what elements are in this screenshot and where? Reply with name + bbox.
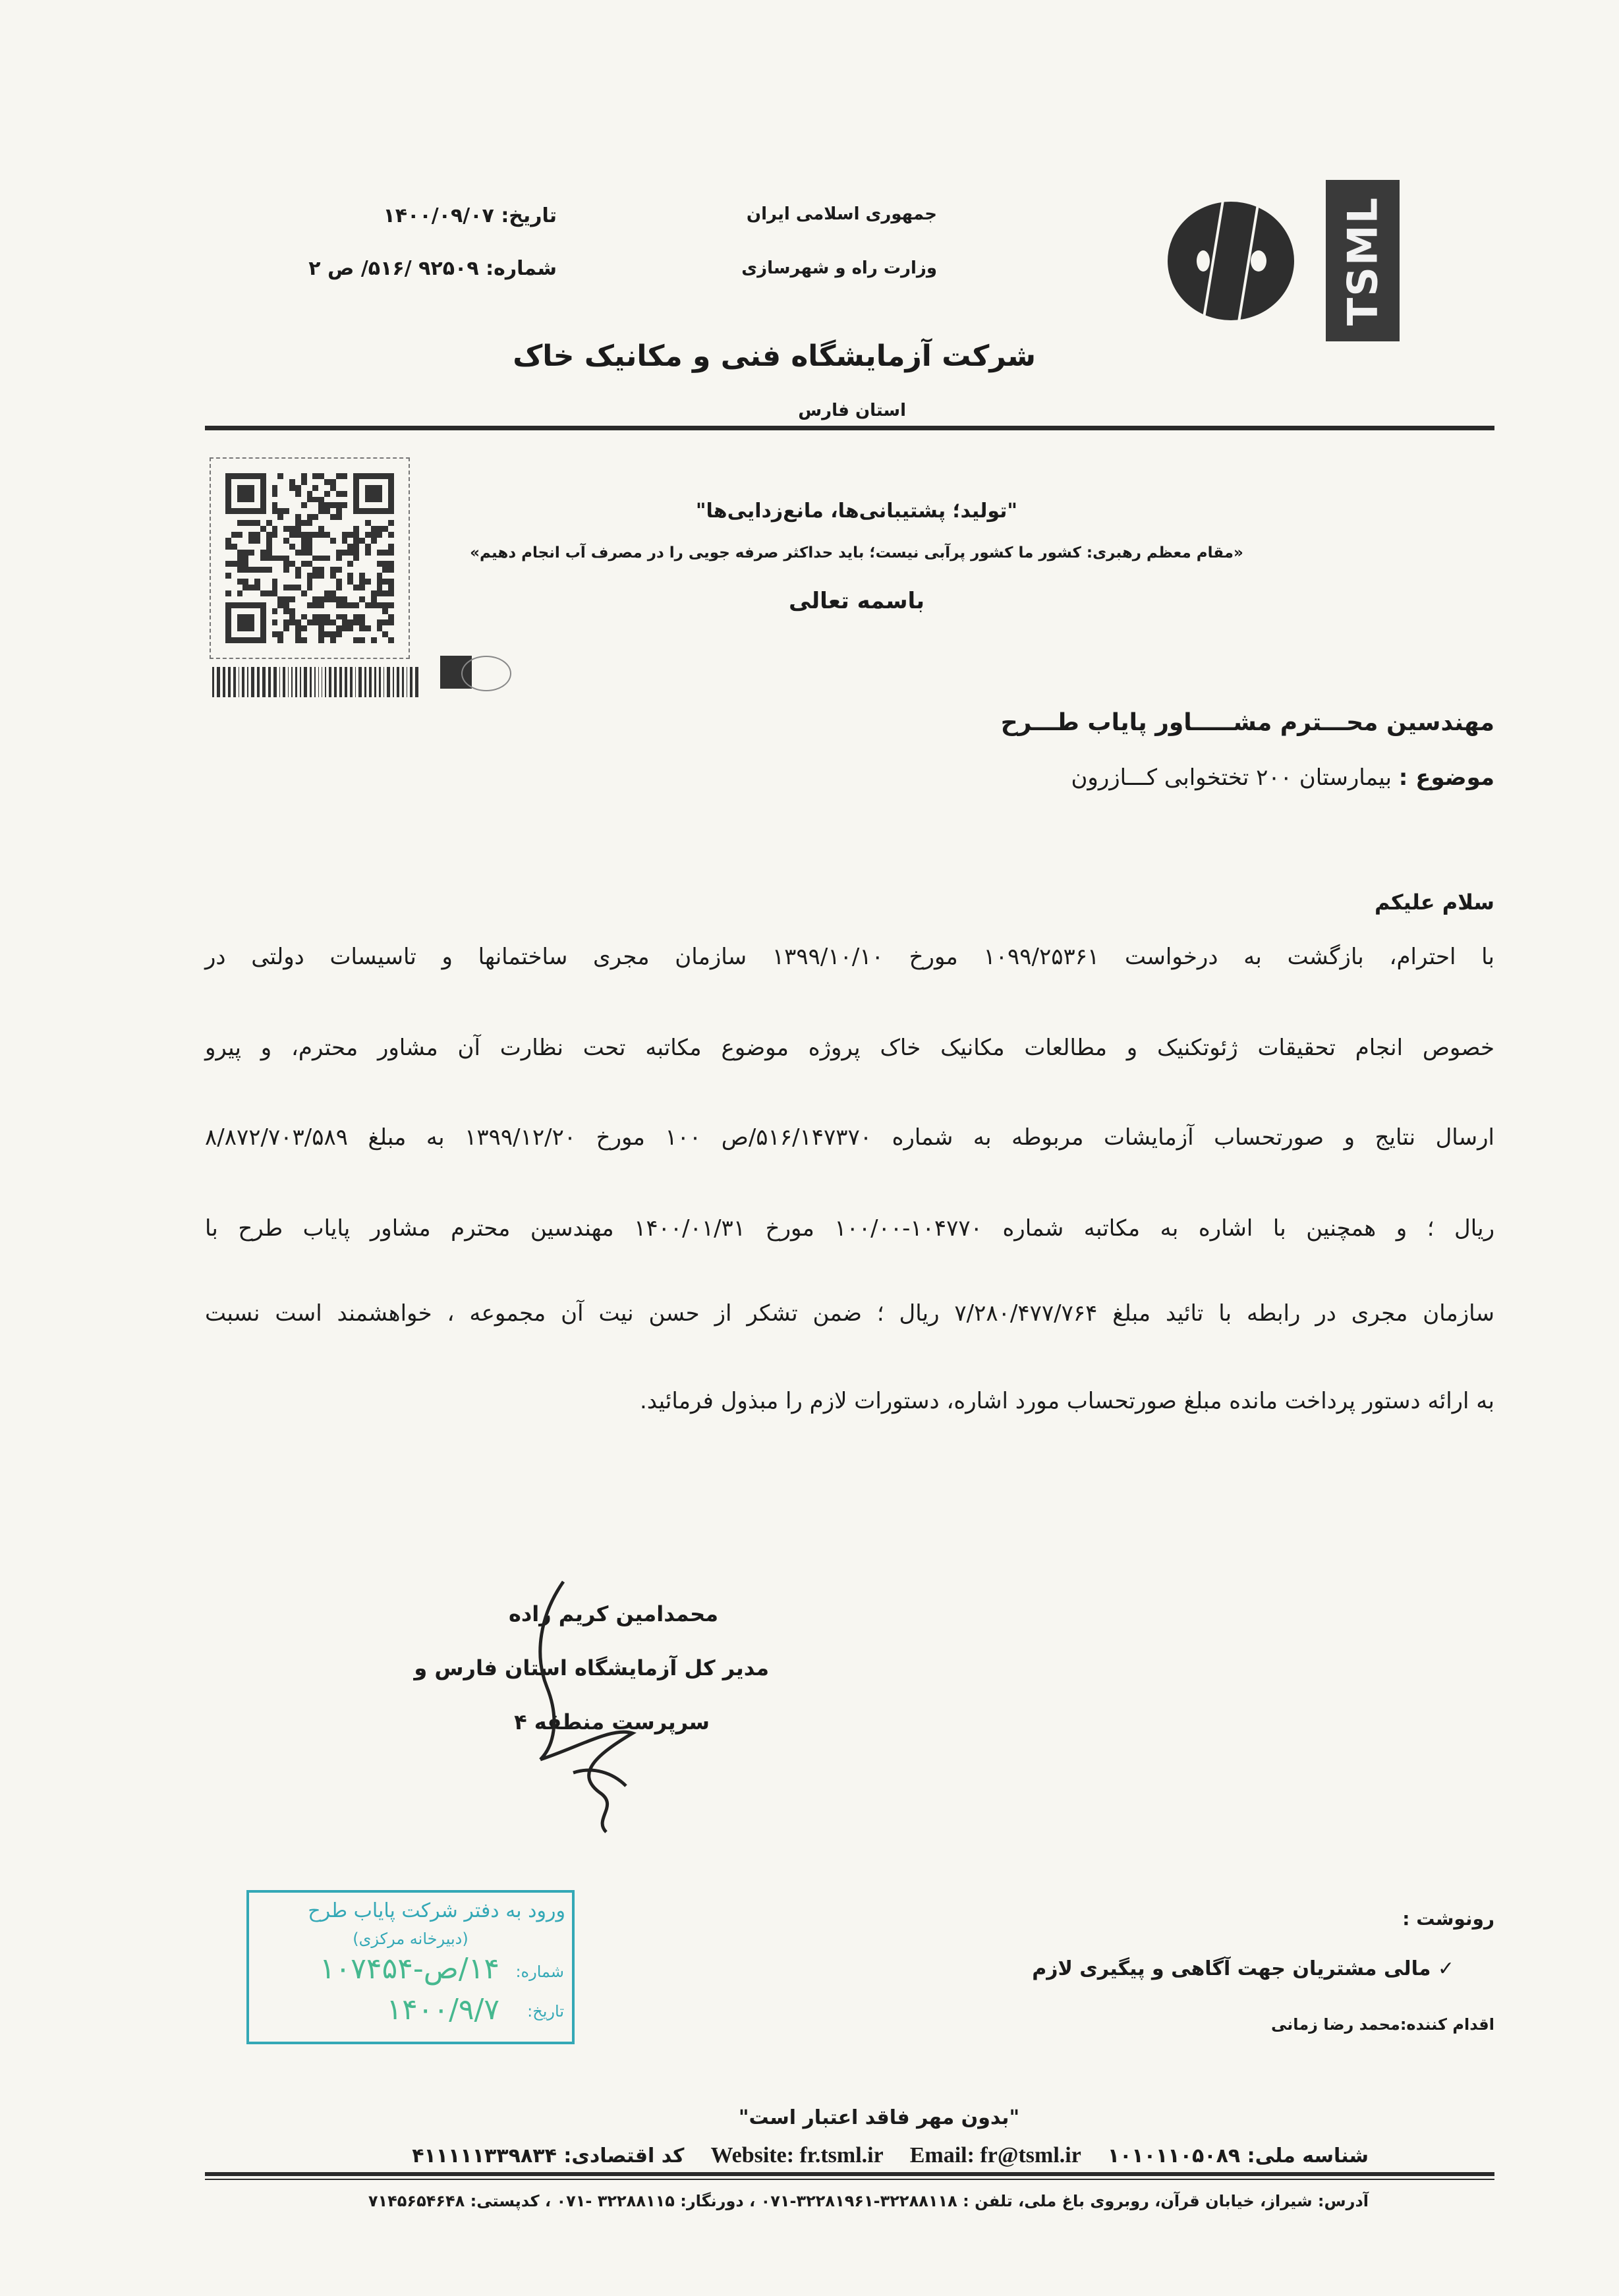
number-label: شماره: (486, 257, 557, 280)
header-divider (205, 426, 1494, 430)
stamp-subtitle: (دبیرخانه مرکزی) (353, 1930, 469, 1948)
letter-number (308, 257, 557, 280)
footer-contact-row (412, 2143, 1369, 2168)
website-link[interactable]: Website: fr.tsml.ir (710, 2143, 884, 2167)
slogan: "تولید؛ پشتیبانی‌ها، مانع‌زدایی‌ها" (695, 500, 1018, 523)
tsml-logo-text: TSML (1338, 196, 1387, 326)
number-value: ۹۲۵۰۹ /۵۱۶/ ص ۲ (308, 257, 479, 280)
bismillah: باسمه تعالی (788, 588, 925, 614)
body-line: ریال ؛ و همچنین با اشاره به مکاتبه شماره ۱۰۴۷۷۰-۱۰۰/۰۰ مورخ ۱۴۰۰/۰۱/۳۱ مهندسین محترم مشاور پایاب طرح با (205, 1215, 1494, 1242)
body-line: ارسال نتایج و صورتحساب آزمایشات مربوطه به شماره ۵۱۶/۱۴۷۳۷۰/ص ۱۰۰ مورخ ۱۳۹۹/۱۲/۲۰ به مبلغ ۸/۸۷۲/۷۰۳/۵۸۹ (205, 1124, 1495, 1151)
cc-label: رونوشت : (1402, 1908, 1494, 1930)
signer-title: مدیر کل آزمایشگاه استان فارس و (414, 1655, 769, 1680)
address: آدرس: شیراز، خیابان قرآن، روبروی باغ ملی، تلفن : ۳۲۲۸۸۱۱۸-۳۲۲۸۱۹۶۱-۰۷۱ ، دورنگار: ۳۲۲۸۸۱۱۵ -۰۷۱ ، کدپستی: ۷۱۴۵۶۵۴۶۴۸ (368, 2192, 1369, 2210)
cc-action: اقدام کننده:محمد رضا زمانی (1271, 2015, 1494, 2034)
footer-divider-thin (205, 2179, 1494, 2180)
stamp-date-value: ۱۴۰۰/۹/۷ (386, 1993, 499, 2026)
signer-name: محمدامین کریم زاده (508, 1601, 718, 1626)
cc-item-text: مالی مشتریان جهت آگاهی و پیگیری لازم (1032, 1957, 1431, 1980)
tsml-logo-box (1326, 180, 1400, 341)
certification-mark-icon (461, 656, 511, 691)
body-line: به ارائه دستور پرداخت مانده مبلغ صورتحساب مورد اشاره، دستورات لازم را مبذول فرمائید. (639, 1388, 1494, 1414)
stamp-date-label: تاریخ: (527, 2002, 564, 2021)
greeting: سلام علیکم (1374, 890, 1494, 915)
stamp-number-value: ۱۴/ص-۱۰۷۴۵۴ (320, 1952, 499, 1986)
stamp-number-label: شماره: (515, 1963, 564, 1981)
company-title: شرکت آزمایشگاه فنی و مکانیک خاک (513, 339, 1036, 373)
economic-code: کد اقتصادی: ۴۱۱۱۱۱۳۳۹۸۳۴ (412, 2144, 685, 2167)
ministry-label: وزارت راه و شهرسازی (741, 258, 937, 278)
national-id: شناسه ملی: ۱۰۱۰۱۱۰۵۰۸۹ (1107, 2144, 1369, 2167)
recipient: مهندسین محـــترم مشـــــاور پایاب طـــرح (1000, 709, 1494, 736)
letter-date (383, 204, 557, 227)
handwritten-signature (501, 1575, 672, 1839)
body-line: سازمان مجری در رابطه با تائید مبلغ ۷/۲۸۰/۴۷۷/۷۶۴ ریال ؛ ضمن تشکر از حسن نیت آن مجموعه ، خواهشمند است نسبت (205, 1300, 1494, 1327)
province-label: استان فارس (798, 401, 906, 420)
body-line: با احترام، بازگشت به درخواست ۱۰۹۹/۲۵۳۶۱ مورخ ۱۳۹۹/۱۰/۱۰ سازمان مجری ساختمانها و تاسیسات دولتی در (205, 944, 1494, 970)
leader-quote: «مقام معظم رهبری: کشور ما کشور پرآبی نیست؛ باید حداکثر صرفه جویی را در مصرف آب انجام دهیم» (470, 544, 1243, 561)
email-link[interactable]: Email: fr@tsml.ir (909, 2143, 1081, 2167)
signer-title-2: سرپرست منطقه ۴ (514, 1709, 710, 1735)
stamp-notice: "بدون مهر فاقد اعتبار است" (738, 2106, 1020, 2129)
date-label: تاریخ: (501, 204, 557, 227)
cc-item (1032, 1957, 1454, 1980)
republic-label: جمهوری اسلامی ایران (746, 204, 937, 224)
subject-label: موضوع : (1398, 764, 1494, 791)
qr-code (210, 457, 410, 659)
footer-divider (205, 2172, 1494, 2176)
body-line: خصوص انجام تحقیقات ژئوتکنیک و مطالعات مکانیک خاک پروژه موضوع مکاتبه تحت نظارت آن مشاور محترم، و پیرو (205, 1035, 1494, 1061)
receipt-stamp (246, 1890, 575, 2044)
barcode (212, 667, 430, 697)
subject-line (1071, 764, 1494, 791)
stamp-title: ورود به دفتر شرکت پایاب طرح (308, 1899, 565, 1922)
date-value: ۱۴۰۰/۰۹/۰۷ (383, 204, 494, 227)
check-mark-icon: ✓ (1431, 1957, 1454, 1980)
subject-value: بیمارستان ۲۰۰ تختخوابی کـــازرون (1071, 764, 1392, 791)
company-emblem-icon (1165, 195, 1297, 327)
